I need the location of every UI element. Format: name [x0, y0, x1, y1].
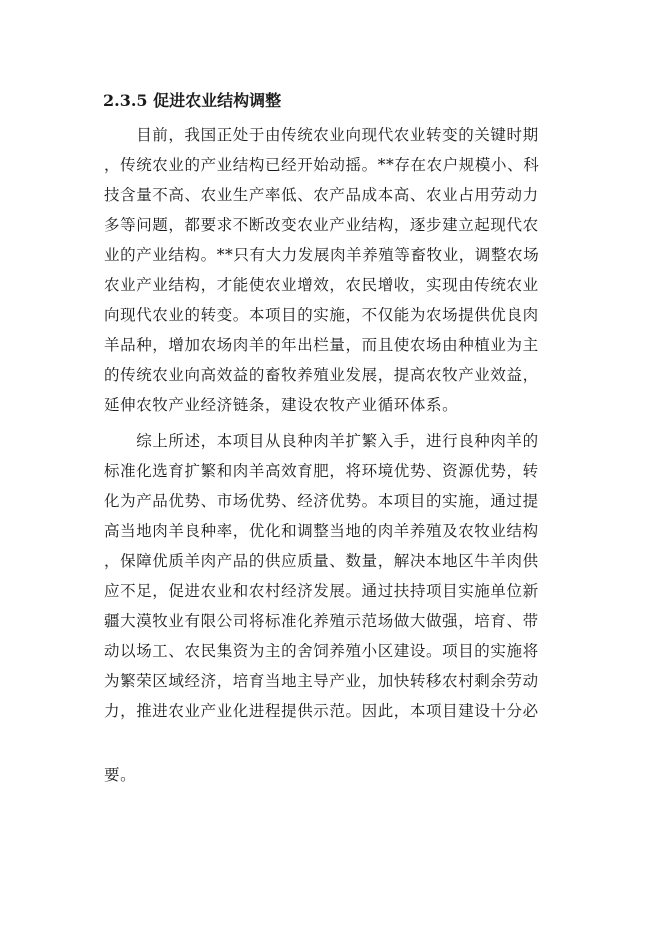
text-line: 业的产业结构。**只有大力发展肉羊养殖等畜牧业，调整农场	[104, 246, 540, 264]
text-line: 延伸农牧产业经济链条，建设农牧产业循环体系。	[104, 396, 459, 414]
text-line: 标准化选育扩繁和肉羊高效育肥，将环境优势、资源优势，转	[104, 462, 539, 480]
text-line: 动以场工、农民集资为主的舍饲养殖小区建设。项目的实施将	[104, 642, 539, 660]
text-line: 综上所述，本项目从良种肉羊扩繁入手，进行良种肉羊的	[104, 432, 539, 450]
text-line: 多等问题，都要求不断改变农业产业结构，逐步建立起现代农	[104, 216, 539, 234]
text-line: 目前，我国正处于由传统农业向现代农业转变的关键时期	[104, 126, 539, 144]
text-line: 的传统农业向高效益的畜牧养殖业发展，提高农牧产业效益，	[104, 366, 539, 384]
text-line: 羊品种，增加农场肉羊的年出栏量，而且使农场由种植业为主	[104, 336, 539, 354]
text-line: 为繁荣区域经济，培育当地主导产业，加快转移农村剩余劳动	[104, 672, 539, 690]
text-line: 高当地肉羊良种率，优化和调整当地的肉羊养殖及农牧业结构	[104, 522, 539, 540]
text-line: 农业产业结构，才能使农业增效，农民增收，实现由传统农业	[104, 276, 539, 294]
text-line: 疆大漠牧业有限公司将标准化养殖示范场做大做强，培育、带	[104, 612, 539, 630]
text-line: 技含量不高、农业生产率低、农产品成本高、农业占用劳动力	[104, 186, 539, 204]
text-line: ，传统农业的产业结构已经开始动摇。**存在农户规模小、科	[104, 156, 540, 174]
text-line: 化为产品优势、市场优势、经济优势。本项目的实施，通过提	[104, 492, 539, 510]
section-heading: 2.3.5 促进农业结构调整	[103, 91, 282, 110]
text-line: ，保障优质羊肉产品的供应质量、数量，解决本地区牛羊肉供	[104, 552, 539, 570]
text-line: 向现代农业的转变。本项目的实施，不仅能为农场提供优良肉	[104, 306, 539, 324]
text-line: 力，推进农业产业化进程提供示范。因此，本项目建设十分必	[104, 702, 539, 720]
text-line: 应不足，促进农业和农村经济发展。通过扶持项目实施单位新	[104, 582, 539, 600]
text-line: 要。	[104, 766, 137, 784]
